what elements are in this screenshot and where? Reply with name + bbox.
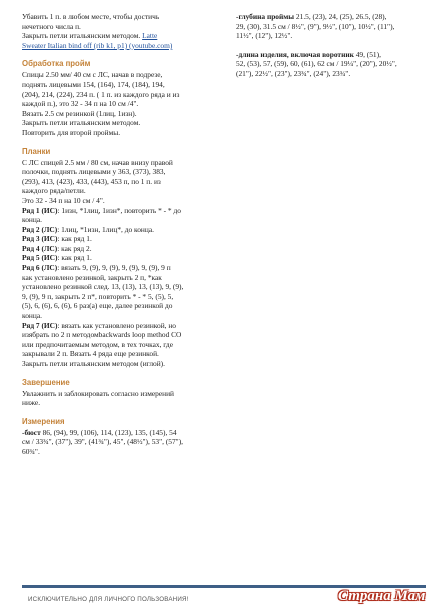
section-title-finishing: Завершение <box>22 377 70 387</box>
length-measurement: -длина изделия, включая воротник 49, (51), 52, (53), 57, (59), 60, (61), 62 см / 19¼", (20"), 20½", (21"), 22½", (23"), 23¾", (24"), 23¾". <box>236 49 397 78</box>
intro-link-line <box>22 41 222 51</box>
section-title-armhole: Обработка пройм <box>22 59 91 69</box>
finishing-text: Увлажнить и заблокировать согласно измерений ниже. <box>22 388 174 408</box>
row-6: Ряд 6 (ЛС): вязать 9, (9), 9, (9), 9, (9), 9, (9), 9 п <box>22 263 171 273</box>
right-column <box>236 12 436 79</box>
section-title-measurements: Измерения <box>22 416 65 426</box>
row-5: Ряд 5 (ИС): как ряд 1. <box>22 253 92 263</box>
site-watermark: Страна Мам <box>338 588 426 604</box>
left-column <box>22 12 222 457</box>
row-1: Ряд 1 (ИС): 1изн, *1лиц, 1изн*, повторить * - * до <box>22 205 181 215</box>
bust-measurement: -бюст 86, (94), 99, (106), 114, (123), 135, (145), 54 см / 33¾", (37"), 39", (41¾"), 45", (48½"), 53", (57"), 60¾". <box>22 427 183 456</box>
latte-link[interactable]: Latte <box>142 31 158 41</box>
row-2: Ряд 2 (ЛС): 1лиц, *1изн, 1лиц*, до конца. <box>22 224 154 234</box>
row-7: Ряд 7 (ИС): вязать как установлено резинкой, но <box>22 320 177 330</box>
armhole-text: Спицы 2.50 мм/ 40 см с ЛС, начав в подрезе, поднять лицевыми 154, (164), 174, (184), 194, (204), 214, (224), 234 п. ( 1 п. из каждого ряда и из каждой п.), это 32 - 34 п на 10 см /4". Вязать 2.5 см резинкой (1лиц, 1изн). Закрыть петли итальянским методом. Повторить для второй проймы. <box>22 70 180 137</box>
footer-notice: ИСКЛЮЧИТЕЛЬНО ДЛЯ ЛИЧНОГО ПОЛЬЗОВАНИЯ! <box>28 596 189 603</box>
italian-bind-off-link[interactable]: Sweater Italian bind off (rib k1, p1) (youtube.com) <box>22 40 173 50</box>
row-4: Ряд 4 (ЛС): как ряд 2. <box>22 243 92 253</box>
section-title-bands: Планки <box>22 146 51 156</box>
armhole-depth-measurement: -глубина проймы 21.5, (23), 24, (25), 26.5, (28), 29, (30), 31.5 см / 8½", (9"), 9½", (10"), 10½", (11"), 11½", (12"), 12½". <box>236 12 395 41</box>
bands-text: С ЛС спицей 2.5 мм / 80 см, начав внизу правой полочки, поднять лицевыми у 363, (373), 383, (293), 413, (423), 433, (443), 453 п, по 1 п. из каждого ряда/петли. Это 32 - 34 п на 10 см / 4". <box>22 157 173 205</box>
intro-line: нечетного числа п. <box>22 21 81 31</box>
intro-line: Закрыть петли итальянским методом. Latte <box>22 31 158 41</box>
intro-line: Убавить 1 п. в любом месте, чтобы достичь <box>22 12 160 21</box>
row-3: Ряд 3 (ИС): как ряд 1. <box>22 234 92 244</box>
row-instructions: Ряд 1 (ИС): 1изн, *1лиц, 1изн*, повторить * - * до конца. Ряд 2 (ЛС): 1лиц, *1изн, 1лиц*, до конца. Ряд 3 (ИС): как ряд 1. Ряд 4 (ЛС): как ряд 2. Ряд 5 (ИС): как ряд 1. Ряд 6 (ЛС): вязать 9, (9), 9, (9), 9, (9), 9, (9), 9 п как установлено резинкой, закрыть 2 п, *как установлено резинкой след. 13, (13), 13, (13), 9, (9), 9, (9), 9 п, закрыть 2 п*, повторить * - * 5, (5), 5, (5), 6, (6), 6, (6), 6 раз(а) еще, далее резинкой до конца. Ряд 7 (ИС): вязать как установлено резинкой, но изябрать по 2 п методомbackwards loop method CO или предпочитаемым методом, в тех точках, где закрывали 2 п. Вязать 4 ряда еще резинкой. Закрыть петли итальянским методом (иглой). <box>22 206 222 369</box>
